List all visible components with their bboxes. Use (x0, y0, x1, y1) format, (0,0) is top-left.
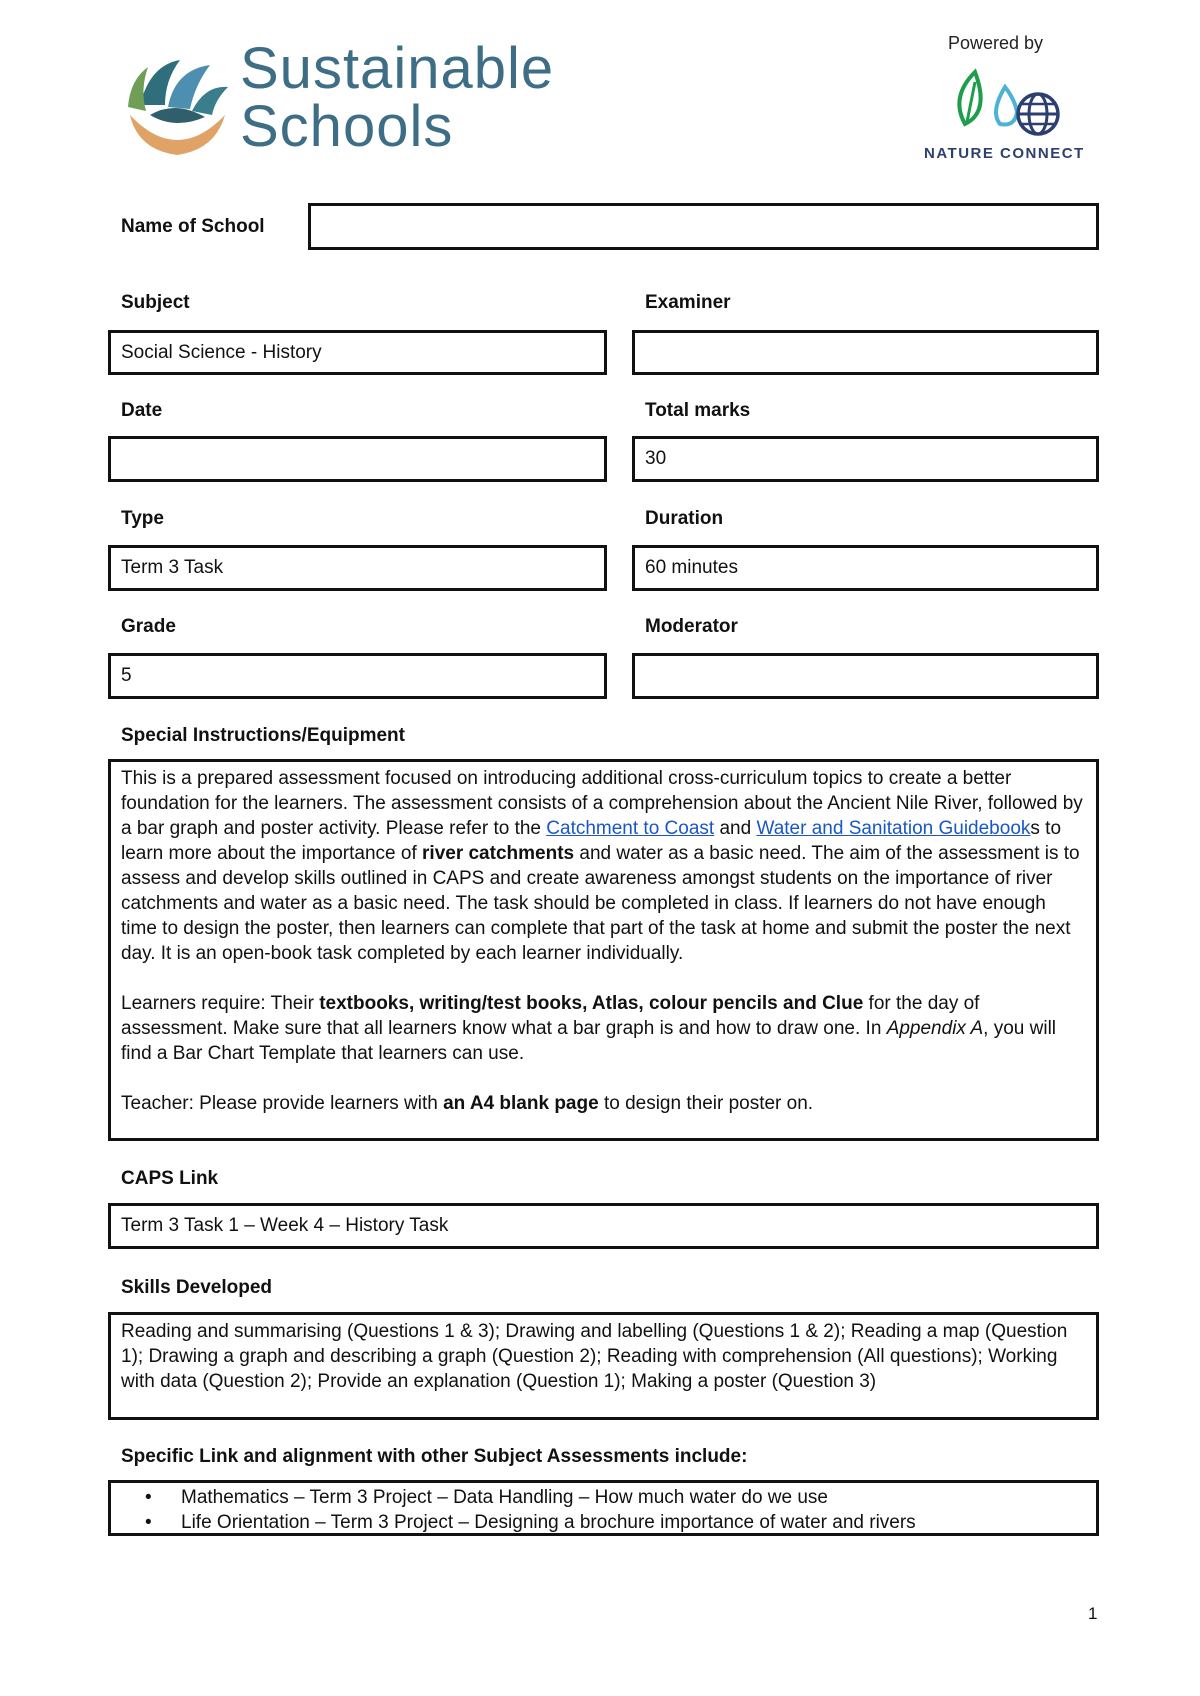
total-marks-field[interactable]: 30 (632, 436, 1099, 482)
logo-line-2: Schools (240, 94, 454, 159)
date-field[interactable] (108, 436, 607, 482)
nature-connect-icon (945, 62, 1065, 142)
special-instructions-box (108, 759, 1099, 1141)
examiner-label: Examiner (645, 292, 731, 313)
total-marks-label: Total marks (645, 400, 751, 421)
instructions-paragraph-1 (121, 766, 1086, 966)
catchment-to-coast-link[interactable]: Catchment to Coast (546, 818, 715, 839)
instructions-text: Learners require: Their (121, 993, 320, 1014)
duration-field[interactable]: 60 minutes (632, 545, 1099, 591)
caps-link-label: CAPS Link (121, 1168, 219, 1189)
instructions-text: to design their poster on. (598, 1093, 814, 1114)
instructions-text: , you will find a Bar Chart Template that learners can use. (121, 1018, 1057, 1064)
logo-emblem-icon (120, 45, 235, 160)
list-item: • Mathematics – Term 3 Project – Data Handling – How much water do we use (181, 1485, 1086, 1510)
moderator-field[interactable] (632, 653, 1099, 699)
sustainable-schools-logo (120, 36, 580, 160)
instructions-text: Teacher: Please provide learners with (121, 1093, 444, 1114)
instructions-text: This is a prepared assessment focused on introducing additional cross-curriculum topics to create a better foundation for the learners. The assessment consists of a comprehension about the Ancient Nile River, followed by a bar graph and poster activity. Please refer to the (121, 768, 1083, 839)
subject-links-box (108, 1480, 1099, 1536)
nature-connect-name: NATURE CONNECT (924, 145, 1085, 162)
type-field[interactable]: Term 3 Task (108, 545, 607, 591)
date-label: Date (121, 400, 163, 421)
skills-developed-box: Reading and summarising (Questions 1 & 3); Drawing and labelling (Questions 1 & 2); Reading a map (Question 1); Drawing a graph and describing a graph (Question 2); Reading with comprehension (All questions); Working with data (Question 2); Provide an explanation (Question 1); Making a poster (Question 3) (108, 1312, 1099, 1420)
instructions-paragraph-2 (121, 991, 1086, 1066)
logo-line-1: Sustainable (240, 36, 555, 101)
special-instructions-label: Special Instructions/Equipment (121, 725, 405, 746)
subject-label: Subject (121, 292, 190, 313)
instructions-text: s to learn more about the importance of (121, 818, 1062, 864)
instructions-paragraph-3 (121, 1091, 1086, 1116)
water-sanitation-guidebook-link[interactable]: Water and Sanitation Guidebook (756, 818, 1031, 839)
subject-field[interactable]: Social Science - History (108, 330, 607, 375)
skills-developed-label: Skills Developed (121, 1277, 273, 1298)
moderator-label: Moderator (645, 616, 738, 637)
duration-label: Duration (645, 508, 724, 529)
grade-label: Grade (121, 616, 176, 637)
list-item: • Life Orientation – Term 3 Project – Designing a brochure importance of water and rivers (181, 1510, 1086, 1535)
caps-link-field[interactable]: Term 3 Task 1 – Week 4 – History Task (108, 1203, 1099, 1249)
instructions-text: and water as a basic need. The aim of the assessment is to assess and develop skills outlined in CAPS and create awareness amongst students on the importance of river catchments and water as a basic need. The task should be completed in class. If learners do not have enough time to design the poster, then learners can complete that part of the task at home and submit the poster the next day. It is an open-book task completed by each learner individually. (121, 843, 1080, 964)
subject-links-list (121, 1485, 1086, 1535)
instructions-bold-text: river catchments (422, 843, 575, 864)
name-of-school-label: Name of School (121, 216, 265, 237)
grade-field[interactable]: 5 (108, 653, 607, 699)
instructions-bold-text: an A4 blank page (443, 1093, 599, 1114)
examiner-field[interactable] (632, 330, 1099, 375)
type-label: Type (121, 508, 164, 529)
powered-by-text: Powered by (948, 33, 1044, 53)
instructions-text: for the day of assessment. Make sure that all learners know what a bar graph is and how to draw one. In (121, 993, 980, 1039)
instructions-text: and (714, 818, 757, 839)
name-of-school-field[interactable] (308, 203, 1099, 250)
page-number: 1 (1088, 1604, 1098, 1623)
instructions-bold-text: textbooks, writing/test books, Atlas, colour pencils and Clue (319, 993, 864, 1014)
subject-links-label: Specific Link and alignment with other Subject Assessments include: (121, 1446, 748, 1467)
instructions-italic-text: Appendix A (886, 1018, 984, 1039)
